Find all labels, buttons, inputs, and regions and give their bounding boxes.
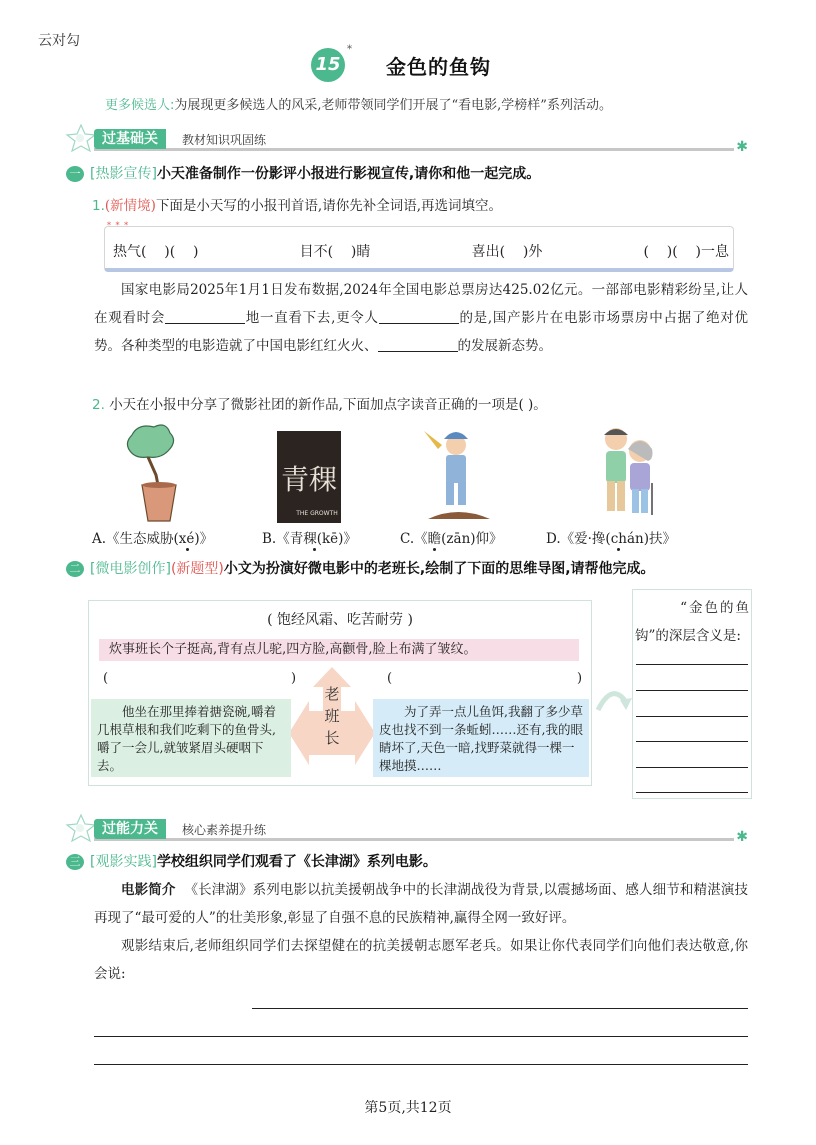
question-text: 小天准备制作一份影评小报进行影视宣传,请你和他一起完成。 <box>156 166 541 182</box>
answer-line[interactable] <box>636 792 748 793</box>
fill-blank[interactable] <box>378 338 458 352</box>
emphasis-dot <box>617 548 620 551</box>
intro-line <box>105 94 612 113</box>
center-node: 老班长 <box>324 685 340 747</box>
star-icon: ✱ <box>736 139 748 155</box>
idiom-item[interactable]: ( )( )一息 <box>643 244 729 260</box>
idiom-item[interactable]: 目不( )睛 <box>299 244 371 260</box>
answer-line[interactable] <box>94 1036 748 1037</box>
passage-text: 的发展新态势。 <box>457 338 552 354</box>
movie-intro-label: 电影简介 <box>121 882 176 898</box>
idiom-box <box>104 221 734 272</box>
question-tag: [热影宣传] <box>90 166 157 182</box>
lesson-number-badge: 15 <box>311 48 345 82</box>
passage-text: 的是,国产影片在电影市场票房中占据了绝对优势。各种类型的电影造就了中国电影红红火火、 <box>94 310 749 354</box>
section-header-ability <box>64 814 754 844</box>
question-2-heading <box>66 558 655 578</box>
right-blank-open[interactable]: ( <box>387 671 393 686</box>
subquestion-tag: (新情境) <box>104 198 156 214</box>
option-d[interactable]: D.《爱·搀(chán)扶》 <box>546 531 676 547</box>
section-header-basic <box>64 124 754 154</box>
answer-line[interactable] <box>636 741 748 742</box>
mind-map-title: ( 饱经风霜、吃苦耐劳 ) <box>267 612 413 628</box>
left-detail-text: 他坐在那里捧着搪瓷碗,嚼着几根草根和我们吃剩下的鱼骨头,嚼了一会儿,就皱紧眉头硬咽下去。 <box>97 704 276 773</box>
question-number-icon: 三 <box>66 854 84 870</box>
movie-intro-text: 《长津湖》系列电影以抗美援朝战争中的长津湖战役为背景,以震撼场面、感人细节和精湛演技再现了“最可爱的人”的壮美形象,彰显了自强不息的民族精神,赢得全网一致好评。 <box>94 882 748 926</box>
meaning-box <box>632 589 752 799</box>
decor-dots: * * * <box>107 221 130 230</box>
subquestion-2 <box>92 393 547 413</box>
fill-blank[interactable] <box>379 310 459 324</box>
curved-arrow-icon <box>594 676 634 716</box>
right-blank-close[interactable]: ) <box>577 671 583 686</box>
subquestion-number: 1. <box>92 198 105 214</box>
section-tag: 过基础关 <box>94 129 166 149</box>
left-blank-close[interactable]: ) <box>291 671 297 686</box>
brand-label: 云对勾 <box>38 33 80 49</box>
star-badge-icon <box>64 814 98 844</box>
section-rule <box>94 148 734 151</box>
idiom-item[interactable]: 喜出( )外 <box>471 244 543 260</box>
prompt-text: 观影结束后,老师组织同学们去探望健在的抗美援朝志愿军老兵。如果让你代表同学们向他们表达敬意,你会说: <box>94 938 748 982</box>
emphasis-dot <box>433 548 436 551</box>
movie-poster-image <box>277 431 341 523</box>
right-detail-box <box>373 699 589 777</box>
answer-line[interactable] <box>94 1064 748 1065</box>
question-text: 学校组织同学们观看了《长津湖》系列电影。 <box>156 854 437 870</box>
appearance-text: 炊事班长个子挺高,背有点儿驼,四方脸,高颧骨,脸上布满了皱纹。 <box>99 639 579 661</box>
left-detail-box <box>91 699 291 777</box>
potted-tree-image <box>118 423 198 523</box>
section-subtitle: 核心素养提升练 <box>182 823 267 837</box>
fill-blank[interactable] <box>165 310 245 324</box>
emphasis-dot <box>313 548 316 551</box>
question-number-icon: 二 <box>66 561 84 577</box>
mind-map <box>88 600 592 786</box>
intro-label: 更多候选人: <box>105 98 175 113</box>
helping-elder-image <box>590 423 670 523</box>
movie-intro <box>94 876 748 988</box>
star-icon: ✱ <box>736 829 748 845</box>
option-a[interactable]: A.《生态威胁(xé)》 <box>92 531 214 547</box>
idiom-item[interactable]: 热气( )( ) <box>113 244 199 260</box>
option-c[interactable]: C.《瞻(zān)仰》 <box>400 531 503 547</box>
subquestion-1 <box>92 194 502 214</box>
question-3-heading <box>66 851 437 871</box>
soldier-bugle-image <box>418 423 498 523</box>
subquestion-text: 小天在小报中分享了微影社团的新作品,下面加点字读音正确的一项是( )。 <box>109 397 547 413</box>
answer-line[interactable] <box>636 716 748 717</box>
emphasis-dot <box>186 548 189 551</box>
meaning-prompt-line1: “金色的鱼 <box>680 600 751 616</box>
section-subtitle: 教材知识巩固练 <box>182 133 267 147</box>
answer-line[interactable] <box>636 767 748 768</box>
passage-text: 国家电影局2025年1月1日发布数据,2024年全国电影总票房达425.02亿元。一部部电影精彩纷呈,让人在观看时会 <box>94 282 748 326</box>
passage-text: 地一直看下去,更令人 <box>245 310 379 326</box>
section-tag: 过能力关 <box>94 819 166 839</box>
answer-line[interactable] <box>636 690 748 691</box>
question-text: 小文为扮演好微电影中的老班长,绘制了下面的思维导图,请帮他完成。 <box>223 561 655 577</box>
question-number-icon: 一 <box>66 166 84 182</box>
lesson-marker: * <box>347 44 352 55</box>
right-detail-text: 为了弄一点儿鱼饵,我翻了多少草皮也找不到一条蚯蚓……还有,我的眼睛坏了,天色一暗,找野菜就得一棵一棵地摸…… <box>379 704 583 773</box>
subquestion-number: 2. <box>92 397 105 413</box>
page-footer: 第5页,共12页 <box>364 1100 452 1116</box>
star-badge-icon <box>64 124 98 154</box>
page-title: 金色的鱼钩 <box>386 55 491 79</box>
subquestion-text: 下面是小天写的小报刊首语,请你先补全词语,再选词填空。 <box>155 198 503 214</box>
option-b[interactable]: B.《青稞(kē)》 <box>262 531 357 547</box>
question-tag: [微电影创作] <box>90 561 171 577</box>
question-1-heading <box>66 163 540 183</box>
poster-subtitle: THE GROWTH <box>296 510 338 517</box>
meaning-prompt-line2: 钩”的深层含义是: <box>635 628 741 644</box>
question-new-tag: (新题型) <box>170 561 224 577</box>
question-tag: [观影实践] <box>90 854 157 870</box>
poster-title: 青稞 <box>280 463 338 496</box>
answer-line[interactable] <box>252 1008 748 1009</box>
passage <box>94 276 748 360</box>
section-rule <box>94 838 734 841</box>
intro-text: 为展现更多候选人的风采,老师带领同学们开展了“看电影,学榜样”系列活动。 <box>174 98 612 113</box>
left-blank-open[interactable]: ( <box>103 671 109 686</box>
answer-line[interactable] <box>636 664 748 665</box>
